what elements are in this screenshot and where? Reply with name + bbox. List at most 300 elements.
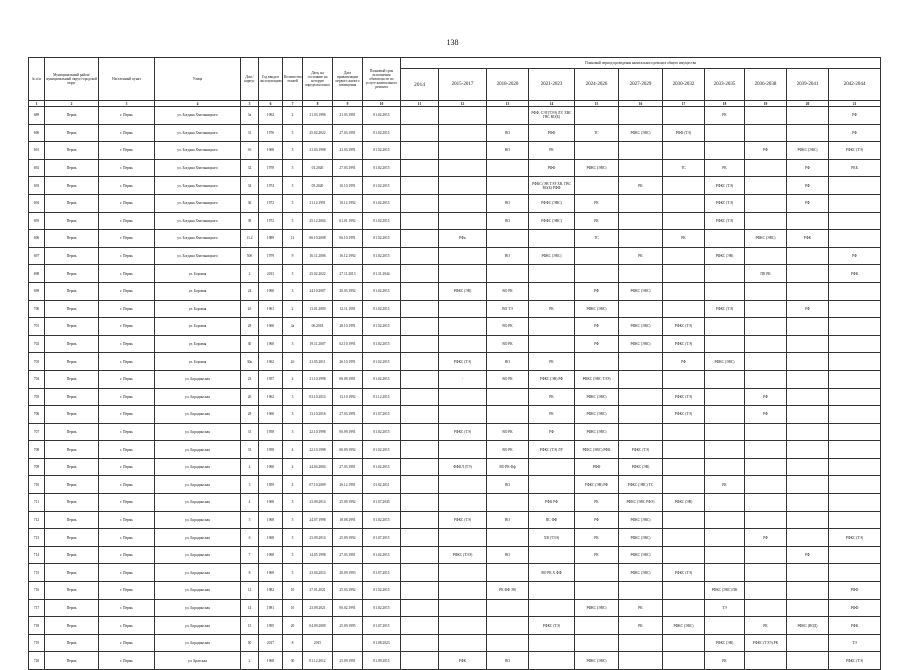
period-work-cell bbox=[439, 406, 487, 424]
house-cell: 11.2 bbox=[241, 230, 259, 248]
street-cell: ул. Боровая bbox=[155, 335, 241, 353]
privatization-date-cell: 10.10.1991 bbox=[333, 177, 363, 195]
period-work-cell bbox=[663, 546, 705, 564]
period-work-cell bbox=[619, 142, 663, 160]
privatization-date-cell: 21.03.1991 bbox=[333, 142, 363, 160]
period-work-cell bbox=[439, 476, 487, 494]
survey-date-cell: 21.03.1998 bbox=[303, 142, 333, 160]
column-index: 14 bbox=[529, 101, 575, 107]
row-number: 694 bbox=[29, 194, 45, 212]
row-number: 711 bbox=[29, 494, 45, 512]
period-work-cell bbox=[705, 529, 745, 547]
period-work-cell: РФКС (ТЭ) bbox=[829, 142, 881, 160]
period-work-cell bbox=[575, 107, 619, 125]
period-work-cell: РФКС (ЭВС) bbox=[575, 423, 619, 441]
period-work-cell bbox=[401, 458, 439, 476]
floors-cell: 3 bbox=[283, 388, 303, 406]
period-work-cell bbox=[663, 458, 705, 476]
period-work-cell: РФКС (ЭВС) bbox=[529, 247, 575, 265]
survey-date-cell: 21.12.1991 bbox=[303, 194, 333, 212]
period-work-cell bbox=[705, 282, 745, 300]
period-work-cell bbox=[575, 564, 619, 582]
repair-due-cell: 01.02.2015 bbox=[363, 282, 401, 300]
period-work-cell: ТС bbox=[575, 124, 619, 142]
privatization-date-cell: 20.03.1992 bbox=[333, 282, 363, 300]
period-work-cell: ВО РК bbox=[487, 423, 529, 441]
period-work-cell bbox=[529, 458, 575, 476]
period-work-cell: РФКС (ТЭ) bbox=[663, 318, 705, 336]
period-work-cell bbox=[487, 529, 529, 547]
period-work-cell bbox=[619, 212, 663, 230]
floors-cell: 5 bbox=[283, 511, 303, 529]
row-number: 716 bbox=[29, 582, 45, 600]
floors-cell: 5 bbox=[283, 546, 303, 564]
table-row bbox=[29, 476, 881, 494]
period-work-cell: РК bbox=[529, 300, 575, 318]
row-number: 697 bbox=[29, 247, 45, 265]
municipality-cell: Пермь bbox=[45, 546, 99, 564]
period-work-cell bbox=[787, 634, 829, 652]
settlement-cell: г. Пермь bbox=[99, 406, 155, 424]
period-work-cell: РК bbox=[529, 406, 575, 424]
row-number: 712 bbox=[29, 511, 45, 529]
period-work-cell: РФ bbox=[745, 529, 787, 547]
street-cell: ул. Бородинская bbox=[155, 406, 241, 424]
period-work-cell: РФ bbox=[787, 177, 829, 195]
period-work-cell: РФ bbox=[745, 406, 787, 424]
period-work-cell bbox=[745, 476, 787, 494]
repair-due-cell: 01.02.2015 bbox=[363, 212, 401, 230]
period-work-cell: ВО РК bbox=[487, 282, 529, 300]
period-work-cell bbox=[575, 353, 619, 371]
period-work-cell: РФКС (ЭВС) bbox=[705, 353, 745, 371]
period-work-cell bbox=[745, 546, 787, 564]
period-work-cell: - bbox=[439, 370, 487, 388]
period-work-cell bbox=[829, 300, 881, 318]
period-work-cell bbox=[619, 265, 663, 283]
privatization-date-cell: 06.10.1991 bbox=[333, 230, 363, 248]
commissioning-year-cell: 1958 bbox=[259, 441, 283, 459]
period-work-cell bbox=[487, 177, 529, 195]
period-work-cell: РК bbox=[619, 617, 663, 635]
table-row bbox=[29, 124, 881, 142]
survey-date-cell: 23.04.2014 bbox=[303, 564, 333, 582]
row-number: 705 bbox=[29, 388, 45, 406]
period-work-cell bbox=[401, 388, 439, 406]
period-work-cell: РФ bbox=[829, 124, 881, 142]
street-cell: ул. Богдана Хмельницкого bbox=[155, 159, 241, 177]
period-work-cell: РФФС (ЭВС) bbox=[529, 194, 575, 212]
commissioning-year-cell: 1972 bbox=[259, 194, 283, 212]
period-work-cell bbox=[401, 335, 439, 353]
floors-cell: 3 bbox=[283, 335, 303, 353]
period-work-cell: РФКС (ЭВС) bbox=[619, 546, 663, 564]
house-cell: 2 bbox=[241, 265, 259, 283]
column-index: 4 bbox=[155, 101, 241, 107]
period-work-cell: РФ bbox=[745, 142, 787, 160]
municipality-cell: Пермь bbox=[45, 194, 99, 212]
table-row bbox=[29, 406, 881, 424]
table-row bbox=[29, 546, 881, 564]
period-work-cell bbox=[829, 406, 881, 424]
period-work-cell bbox=[619, 423, 663, 441]
period-work-cell bbox=[787, 318, 829, 336]
period-work-cell: ХВ (ТЭЭ) bbox=[529, 529, 575, 547]
settlement-cell: г. Пермь bbox=[99, 318, 155, 336]
period-work-cell bbox=[663, 652, 705, 670]
period-work-cell: РФФ bbox=[529, 159, 575, 177]
period-work-cell bbox=[663, 247, 705, 265]
period-work-cell bbox=[829, 282, 881, 300]
period-work-cell bbox=[529, 335, 575, 353]
survey-date-cell: 2015 bbox=[303, 634, 333, 652]
period-work-cell bbox=[401, 564, 439, 582]
street-cell: ул. Бородинская bbox=[155, 441, 241, 459]
privatization-date-cell: 25.09.1992 bbox=[333, 529, 363, 547]
period-work-cell: ВО РК bbox=[487, 318, 529, 336]
table-row bbox=[29, 441, 881, 459]
period-work-cell: РФ bbox=[575, 318, 619, 336]
street-cell: ул. Бородинская bbox=[155, 546, 241, 564]
table-row bbox=[29, 494, 881, 512]
period-work-cell: РК bbox=[619, 177, 663, 195]
house-cell: 3а bbox=[241, 107, 259, 125]
municipality-cell: Пермь bbox=[45, 300, 99, 318]
header-street: Улица bbox=[155, 58, 241, 101]
period-work-cell: РКБ bbox=[829, 159, 881, 177]
period-work-cell: РК bbox=[705, 476, 745, 494]
period-work-cell bbox=[829, 353, 881, 371]
settlement-cell: г. Пермь bbox=[99, 423, 155, 441]
privatization-date-cell: 27.03.1991 bbox=[333, 546, 363, 564]
survey-date-cell: 24.10.2007 bbox=[303, 282, 333, 300]
row-number: 702 bbox=[29, 335, 45, 353]
period-work-cell bbox=[439, 142, 487, 160]
row-number: 718 bbox=[29, 617, 45, 635]
period-work-cell bbox=[619, 194, 663, 212]
period-work-cell: РК bbox=[705, 652, 745, 670]
period-work-cell bbox=[787, 388, 829, 406]
period-work-cell bbox=[829, 476, 881, 494]
municipality-cell: Пермь bbox=[45, 494, 99, 512]
column-index: 21 bbox=[829, 101, 881, 107]
period-work-cell bbox=[705, 265, 745, 283]
period-work-cell bbox=[787, 370, 829, 388]
period-work-cell: РК bbox=[575, 494, 619, 512]
row-number: 701 bbox=[29, 318, 45, 336]
table-row bbox=[29, 599, 881, 617]
period-work-cell: РФКС (ТЭ) bbox=[829, 652, 881, 670]
privatization-date-cell: 18.08.1991 bbox=[333, 511, 363, 529]
capital-repair-register-table bbox=[28, 57, 881, 670]
row-number: 700 bbox=[29, 300, 45, 318]
period-work-cell bbox=[705, 388, 745, 406]
period-work-cell: РК bbox=[705, 159, 745, 177]
house-cell: 12 bbox=[241, 582, 259, 600]
period-work-cell bbox=[787, 335, 829, 353]
house-cell: 3 bbox=[241, 476, 259, 494]
period-work-cell: РФ bbox=[575, 511, 619, 529]
period-work-cell bbox=[705, 564, 745, 582]
street-cell: ул. Бородинская bbox=[155, 599, 241, 617]
settlement-cell: г. Пермь bbox=[99, 511, 155, 529]
repair-due-cell: 01.02.2015 bbox=[363, 353, 401, 371]
period-work-cell: РФКС (ЭВС) bbox=[575, 388, 619, 406]
period-work-cell: РК bbox=[575, 546, 619, 564]
period-header: 2015-2017 bbox=[439, 69, 487, 101]
period-work-cell bbox=[705, 441, 745, 459]
settlement-cell: г. Пермь bbox=[99, 212, 155, 230]
privatization-date-cell: 26.12.1991 bbox=[333, 476, 363, 494]
street-cell: ул. Богдана Хмельницкого bbox=[155, 194, 241, 212]
commissioning-year-cell: 1968 bbox=[259, 494, 283, 512]
settlement-cell: г. Пермь bbox=[99, 247, 155, 265]
period-work-cell bbox=[487, 494, 529, 512]
table-row bbox=[29, 370, 881, 388]
table-body bbox=[29, 107, 881, 670]
settlement-cell: г. Пермь bbox=[99, 617, 155, 635]
period-work-cell bbox=[705, 458, 745, 476]
period-work-cell bbox=[829, 441, 881, 459]
period-work-cell bbox=[745, 212, 787, 230]
period-work-cell: ВО bbox=[487, 353, 529, 371]
header-commissioning-year: Год ввода в эксплуатацию bbox=[259, 58, 283, 101]
period-work-cell: РФ bbox=[787, 300, 829, 318]
row-number: 719 bbox=[29, 634, 45, 652]
period-work-cell: РФ bbox=[529, 423, 575, 441]
period-work-cell bbox=[401, 370, 439, 388]
period-work-cell: РК bbox=[619, 599, 663, 617]
period-work-cell bbox=[787, 652, 829, 670]
period-work-cell bbox=[829, 194, 881, 212]
period-work-cell bbox=[575, 265, 619, 283]
survey-date-cell: 21.05.2011 bbox=[303, 353, 333, 371]
table-row bbox=[29, 652, 881, 670]
settlement-cell: г. Пермь bbox=[99, 599, 155, 617]
house-cell: 34 bbox=[241, 177, 259, 195]
period-work-cell bbox=[529, 652, 575, 670]
period-work-cell: РФКС (ТЭ) bbox=[663, 388, 705, 406]
period-work-cell bbox=[829, 212, 881, 230]
table-row bbox=[29, 617, 881, 635]
period-work-cell: РФ bbox=[575, 282, 619, 300]
period-work-cell: РФКС (ЭВС) bbox=[575, 406, 619, 424]
period-work-cell bbox=[663, 529, 705, 547]
period-work-cell bbox=[663, 476, 705, 494]
settlement-cell: г. Пермь bbox=[99, 230, 155, 248]
survey-date-cell: 25.02.2022 bbox=[303, 124, 333, 142]
period-work-cell bbox=[787, 212, 829, 230]
survey-date-cell: 14.05.1998 bbox=[303, 546, 333, 564]
period-work-cell bbox=[787, 353, 829, 371]
house-cell: 8 bbox=[241, 564, 259, 582]
period-work-cell: РФКС (ЭВ) bbox=[439, 282, 487, 300]
period-work-cell bbox=[619, 159, 663, 177]
row-number: 703 bbox=[29, 353, 45, 371]
period-work-cell: ВО РК bbox=[487, 370, 529, 388]
period-header: 2030-2032 bbox=[663, 69, 705, 101]
period-work-cell: РФКС (ТЭ) bbox=[829, 529, 881, 547]
period-work-cell bbox=[619, 230, 663, 248]
period-work-cell: ВО bbox=[487, 124, 529, 142]
period-work-cell bbox=[829, 458, 881, 476]
privatization-date-cell: 27.03.1991 bbox=[333, 458, 363, 476]
period-header: 2042-2044 bbox=[829, 69, 881, 101]
period-work-cell: РФФ bbox=[529, 124, 575, 142]
period-work-cell bbox=[829, 423, 881, 441]
repair-due-cell: 01.31.2044 bbox=[363, 265, 401, 283]
row-number: 709 bbox=[29, 458, 45, 476]
period-work-cell: РФКС (ТЭ) bbox=[663, 564, 705, 582]
commissioning-year-cell: 1960 bbox=[259, 318, 283, 336]
row-number: 715 bbox=[29, 564, 45, 582]
period-work-cell bbox=[439, 124, 487, 142]
period-work-cell bbox=[439, 494, 487, 512]
period-work-cell bbox=[745, 423, 787, 441]
period-work-cell bbox=[439, 582, 487, 600]
street-cell: ул. Богдана Хмельницкого bbox=[155, 124, 241, 142]
period-work-cell bbox=[829, 177, 881, 195]
period-work-cell: ВО bbox=[487, 511, 529, 529]
house-cell: 2б bbox=[241, 300, 259, 318]
floors-cell: 12 bbox=[283, 230, 303, 248]
floors-cell: 8 bbox=[283, 634, 303, 652]
municipality-cell: Пермь bbox=[45, 617, 99, 635]
repair-due-cell: 01.08.2023 bbox=[363, 634, 401, 652]
period-work-cell: РФ bbox=[829, 247, 881, 265]
repair-due-cell: 01.12.2015 bbox=[363, 388, 401, 406]
table-row bbox=[29, 142, 881, 160]
period-work-cell bbox=[745, 353, 787, 371]
period-work-cell: ВО bbox=[487, 194, 529, 212]
commissioning-year-cell: 1960 bbox=[259, 282, 283, 300]
period-work-cell bbox=[787, 476, 829, 494]
privatization-date-cell: 27.03.1991 bbox=[333, 406, 363, 424]
period-work-cell bbox=[619, 406, 663, 424]
municipality-cell: Пермь bbox=[45, 441, 99, 459]
house-cell: 15 bbox=[241, 617, 259, 635]
period-work-cell bbox=[529, 265, 575, 283]
header-floors: Количество этажей bbox=[283, 58, 303, 101]
period-work-cell: РФК bbox=[787, 230, 829, 248]
table-row bbox=[29, 159, 881, 177]
period-work-cell bbox=[663, 634, 705, 652]
repair-due-cell: 01.02.2015 bbox=[363, 177, 401, 195]
repair-due-cell: 01.02.2015 bbox=[363, 370, 401, 388]
period-work-cell bbox=[745, 159, 787, 177]
street-cell: ул. Бородинская bbox=[155, 476, 241, 494]
period-work-cell bbox=[663, 194, 705, 212]
survey-date-cell: 01.2020 bbox=[303, 159, 333, 177]
period-work-cell bbox=[745, 177, 787, 195]
municipality-cell: Пермь bbox=[45, 511, 99, 529]
period-work-cell bbox=[619, 388, 663, 406]
period-work-cell: РФКС (ЭВС) РФК bbox=[575, 441, 619, 459]
period-work-cell bbox=[705, 617, 745, 635]
row-number: 693 bbox=[29, 177, 45, 195]
row-number: 707 bbox=[29, 423, 45, 441]
period-work-cell: ТС bbox=[663, 159, 705, 177]
floors-cell: 5 bbox=[283, 265, 303, 283]
repair-due-cell: 01.02.2015 bbox=[363, 458, 401, 476]
house-cell: 28 bbox=[241, 318, 259, 336]
settlement-cell: г. Пермь bbox=[99, 476, 155, 494]
period-work-cell bbox=[787, 247, 829, 265]
table-row bbox=[29, 335, 881, 353]
settlement-cell: г. Пермь bbox=[99, 582, 155, 600]
street-cell: ул. Боровая bbox=[155, 282, 241, 300]
period-work-cell bbox=[401, 511, 439, 529]
period-work-cell bbox=[745, 194, 787, 212]
table-row bbox=[29, 265, 881, 283]
street-cell: ул. Боровая bbox=[155, 265, 241, 283]
repair-due-cell: 01.07.2015 bbox=[363, 564, 401, 582]
street-cell: ул. Бородинская bbox=[155, 634, 241, 652]
period-header: 2018-2020 bbox=[487, 69, 529, 101]
period-work-cell bbox=[829, 370, 881, 388]
period-work-cell bbox=[439, 265, 487, 283]
commissioning-year-cell: 1958 bbox=[259, 423, 283, 441]
period-work-cell bbox=[829, 335, 881, 353]
period-work-cell: РФКС (ЭВС) bbox=[745, 230, 787, 248]
row-number: 708 bbox=[29, 441, 45, 459]
column-index: 20 bbox=[787, 101, 829, 107]
period-work-cell bbox=[487, 265, 529, 283]
settlement-cell: г. Пермь bbox=[99, 564, 155, 582]
period-work-cell bbox=[619, 370, 663, 388]
municipality-cell: Пермь bbox=[45, 582, 99, 600]
period-work-cell: ВО bbox=[487, 652, 529, 670]
period-work-cell: РК bbox=[575, 194, 619, 212]
house-cell: 24 bbox=[241, 282, 259, 300]
survey-date-cell: 03.10.2014 bbox=[303, 388, 333, 406]
header-no: № п/п bbox=[29, 58, 45, 101]
repair-due-cell: 01.02.2015 bbox=[363, 194, 401, 212]
street-cell: ул. Боровая bbox=[155, 353, 241, 371]
period-work-cell bbox=[439, 564, 487, 582]
repair-due-cell: 01.02.2015 bbox=[363, 599, 401, 617]
period-work-cell: РК bbox=[529, 353, 575, 371]
column-index: 13 bbox=[487, 101, 529, 107]
period-work-cell: РК ФФ ЭВ bbox=[487, 582, 529, 600]
floors-cell: 10 bbox=[283, 599, 303, 617]
settlement-cell: г. Пермь bbox=[99, 388, 155, 406]
street-cell: ул. Богдана Хмельницкого bbox=[155, 247, 241, 265]
table-row bbox=[29, 194, 881, 212]
table-row bbox=[29, 634, 881, 652]
column-index: 18 bbox=[705, 101, 745, 107]
survey-date-cell: 22.10.1998 bbox=[303, 423, 333, 441]
municipality-cell: Пермь bbox=[45, 353, 99, 371]
privatization-date-cell: 13.10.1992 bbox=[333, 388, 363, 406]
period-work-cell bbox=[705, 546, 745, 564]
floors-cell: 3а bbox=[283, 318, 303, 336]
floors-cell: 30 bbox=[283, 652, 303, 670]
commissioning-year-cell: 1959 bbox=[259, 476, 283, 494]
house-cell: 5 bbox=[241, 511, 259, 529]
commissioning-year-cell: 1957 bbox=[259, 370, 283, 388]
period-work-cell bbox=[787, 582, 829, 600]
street-cell: ул. Бородинская bbox=[155, 423, 241, 441]
settlement-cell: г. Пермь bbox=[99, 142, 155, 160]
column-index: 5 bbox=[241, 101, 259, 107]
privatization-date-cell: 27.03.1991 bbox=[333, 159, 363, 177]
period-work-cell: РФк bbox=[439, 230, 487, 248]
municipality-cell: Пермь bbox=[45, 212, 99, 230]
period-work-cell bbox=[401, 441, 439, 459]
period-work-cell bbox=[619, 107, 663, 125]
period-work-cell bbox=[745, 564, 787, 582]
